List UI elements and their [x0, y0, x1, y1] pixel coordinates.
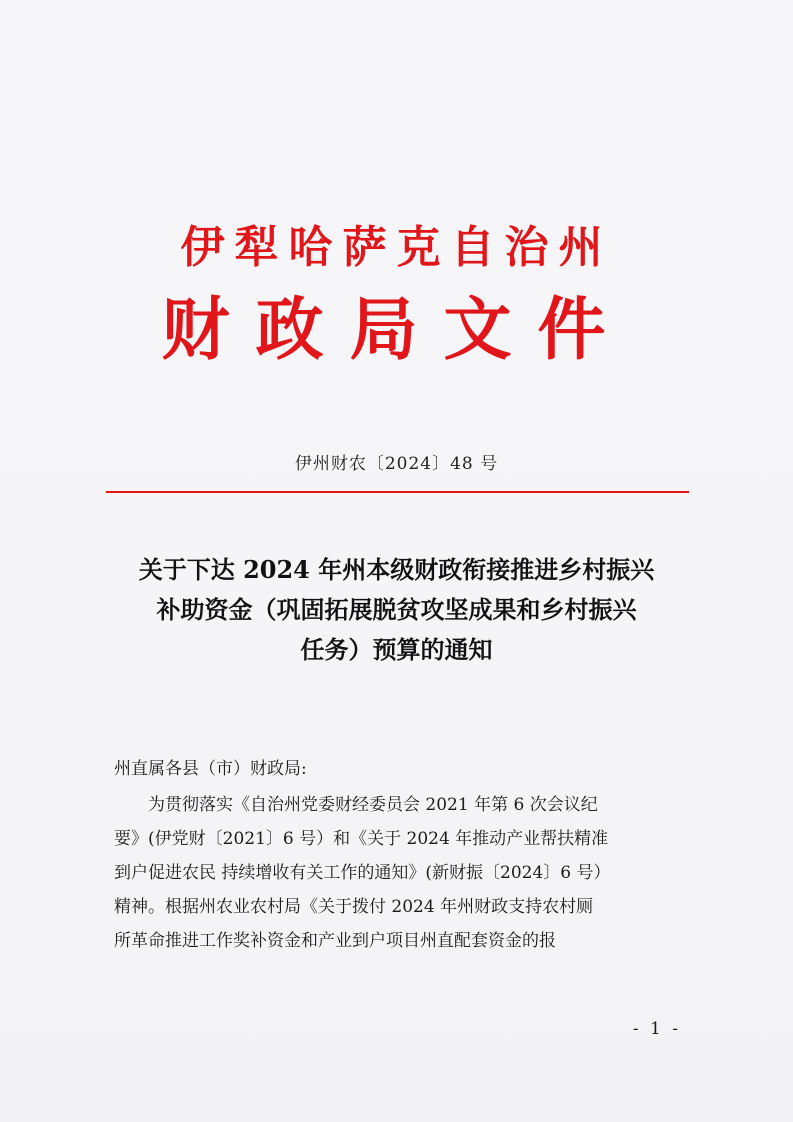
body-line: 到户促进农民 持续增收有关工作的通知》(新财振〔2024〕6 号） [114, 863, 611, 883]
page-number: - 1 - [632, 1019, 681, 1039]
red-separator-line [106, 491, 689, 493]
title-line: 补助资金（巩固拓展脱贫攻坚成果和乡村振兴 [156, 595, 637, 624]
addressee: 州直属各县（市）财政局: [114, 759, 307, 779]
body-line: 所革命推进工作奖补资金和产业到户项目州直配套资金的报 [114, 931, 556, 951]
issuing-organization: 伊犁哈萨克自治州 [180, 222, 613, 273]
document-type-heading: 财政局文件 [161, 290, 632, 370]
title-line: 关于下达 2024 年州本级财政衔接推进乡村振兴 [138, 555, 655, 584]
body-paragraph [114, 788, 684, 958]
document-title [90, 550, 703, 670]
title-line: 任务）预算的通知 [300, 635, 493, 664]
body-line: 为贯彻落实《自治州党委财经委员会 2021 年第 6 次会议纪 [148, 795, 598, 815]
body-line: 精神。根据州农业农村局《关于拨付 2024 年州财政支持农村厕 [114, 897, 594, 917]
document-number: 伊州财农〔2024〕48 号 [294, 454, 499, 474]
body-line: 要》(伊党财〔2021〕6 号）和《关于 2024 年推动产业帮扶精准 [114, 829, 609, 849]
